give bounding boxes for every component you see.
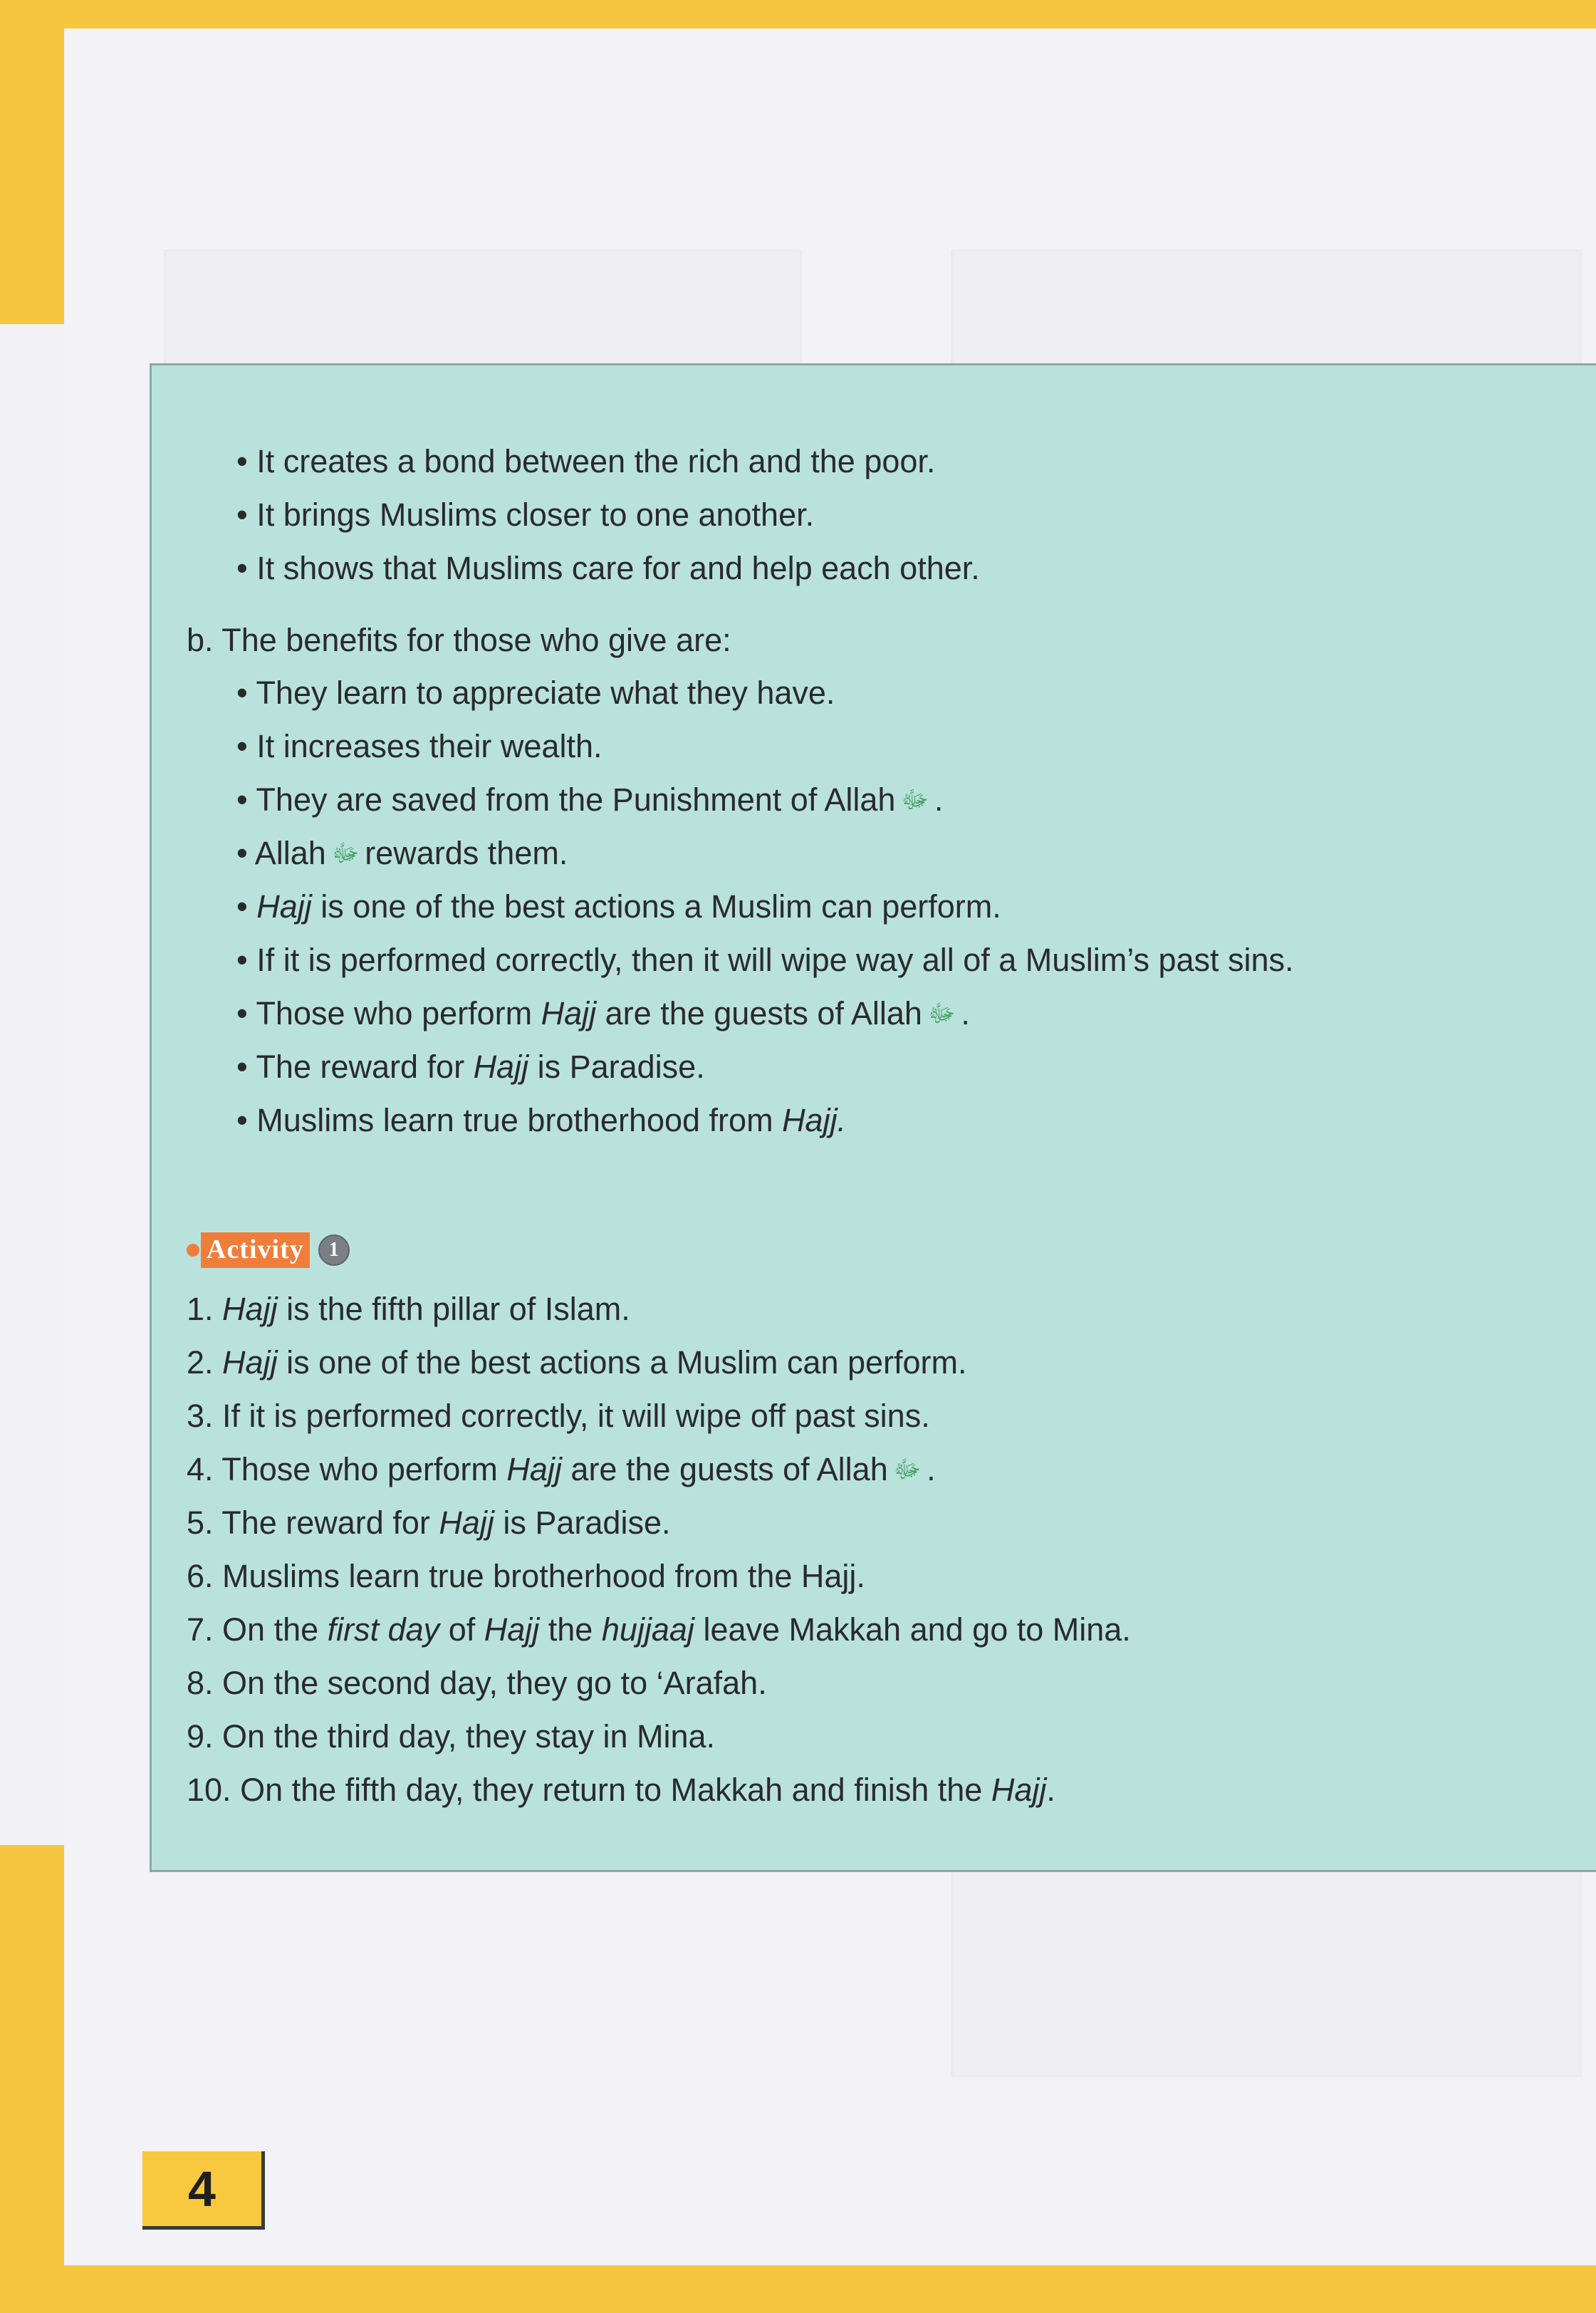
numbered-item: 6. Muslims learn true brotherhood from the Hajj. — [187, 1558, 865, 1594]
list-item: • The reward for Hajj is Paradise. — [236, 1049, 705, 1085]
honorific-glyph-icon: ﷻ — [893, 1455, 922, 1484]
page-number-box — [142, 2151, 265, 2230]
list-item: • They learn to appreciate what they have. — [236, 675, 835, 711]
list-item: • Allah ﷻ rewards them. — [236, 835, 568, 871]
list-item: • It increases their wealth. — [236, 728, 603, 764]
activity-label: Activity — [201, 1232, 310, 1268]
section-heading: b. The benefits for those who give are: — [187, 622, 731, 658]
activity-badge — [187, 1232, 350, 1268]
honorific-glyph-icon: ﷻ — [901, 786, 929, 814]
numbered-item: 2. Hajj is one of the best actions a Muslim can perform. — [187, 1344, 967, 1381]
list-item: • Muslims learn true brotherhood from Hajj. — [236, 1102, 847, 1138]
list-item: • It brings Muslims closer to one another. — [236, 497, 815, 533]
numbered-item: 9. On the third day, they stay in Mina. — [187, 1718, 716, 1755]
list-item: • They are saved from the Punishment of Allah ﷻ . — [236, 781, 944, 818]
numbered-item: 5. The reward for Hajj is Paradise. — [187, 1504, 671, 1541]
list-item: • Hajj is one of the best actions a Muslim can perform. — [236, 888, 1001, 925]
numbered-item: 1. Hajj is the fifth pillar of Islam. — [187, 1291, 630, 1327]
numbered-item: 7. On the first day of Hajj the hujjaaj leave Makkah and go to Mina. — [187, 1611, 1131, 1648]
list-item: • If it is performed correctly, then it will wipe way all of a Muslim’s past sins. — [236, 942, 1294, 978]
list-item: • It shows that Muslims care for and help each other. — [236, 550, 980, 586]
honorific-glyph-icon: ﷻ — [331, 839, 360, 868]
numbered-item: 10. On the fifth day, they return to Makkah and finish the Hajj. — [187, 1772, 1055, 1808]
numbered-item: 4. Those who perform Hajj are the guests of Allah ﷻ . — [187, 1451, 936, 1487]
page-number: 4 — [188, 2161, 216, 2217]
bullet-dot-icon — [187, 1244, 199, 1257]
activity-number: 1 — [318, 1235, 350, 1266]
numbered-item: 3. If it is performed correctly, it will wipe off past sins. — [187, 1398, 930, 1434]
honorific-glyph-icon: ﷻ — [927, 999, 956, 1028]
list-item: • It creates a bond between the rich and the poor. — [236, 443, 936, 479]
page-edge-strip — [0, 324, 64, 1845]
list-item: • Those who perform Hajj are the guests of Allah ﷻ . — [236, 995, 970, 1031]
numbered-item: 8. On the second day, they go to ‘Arafah. — [187, 1665, 767, 1701]
